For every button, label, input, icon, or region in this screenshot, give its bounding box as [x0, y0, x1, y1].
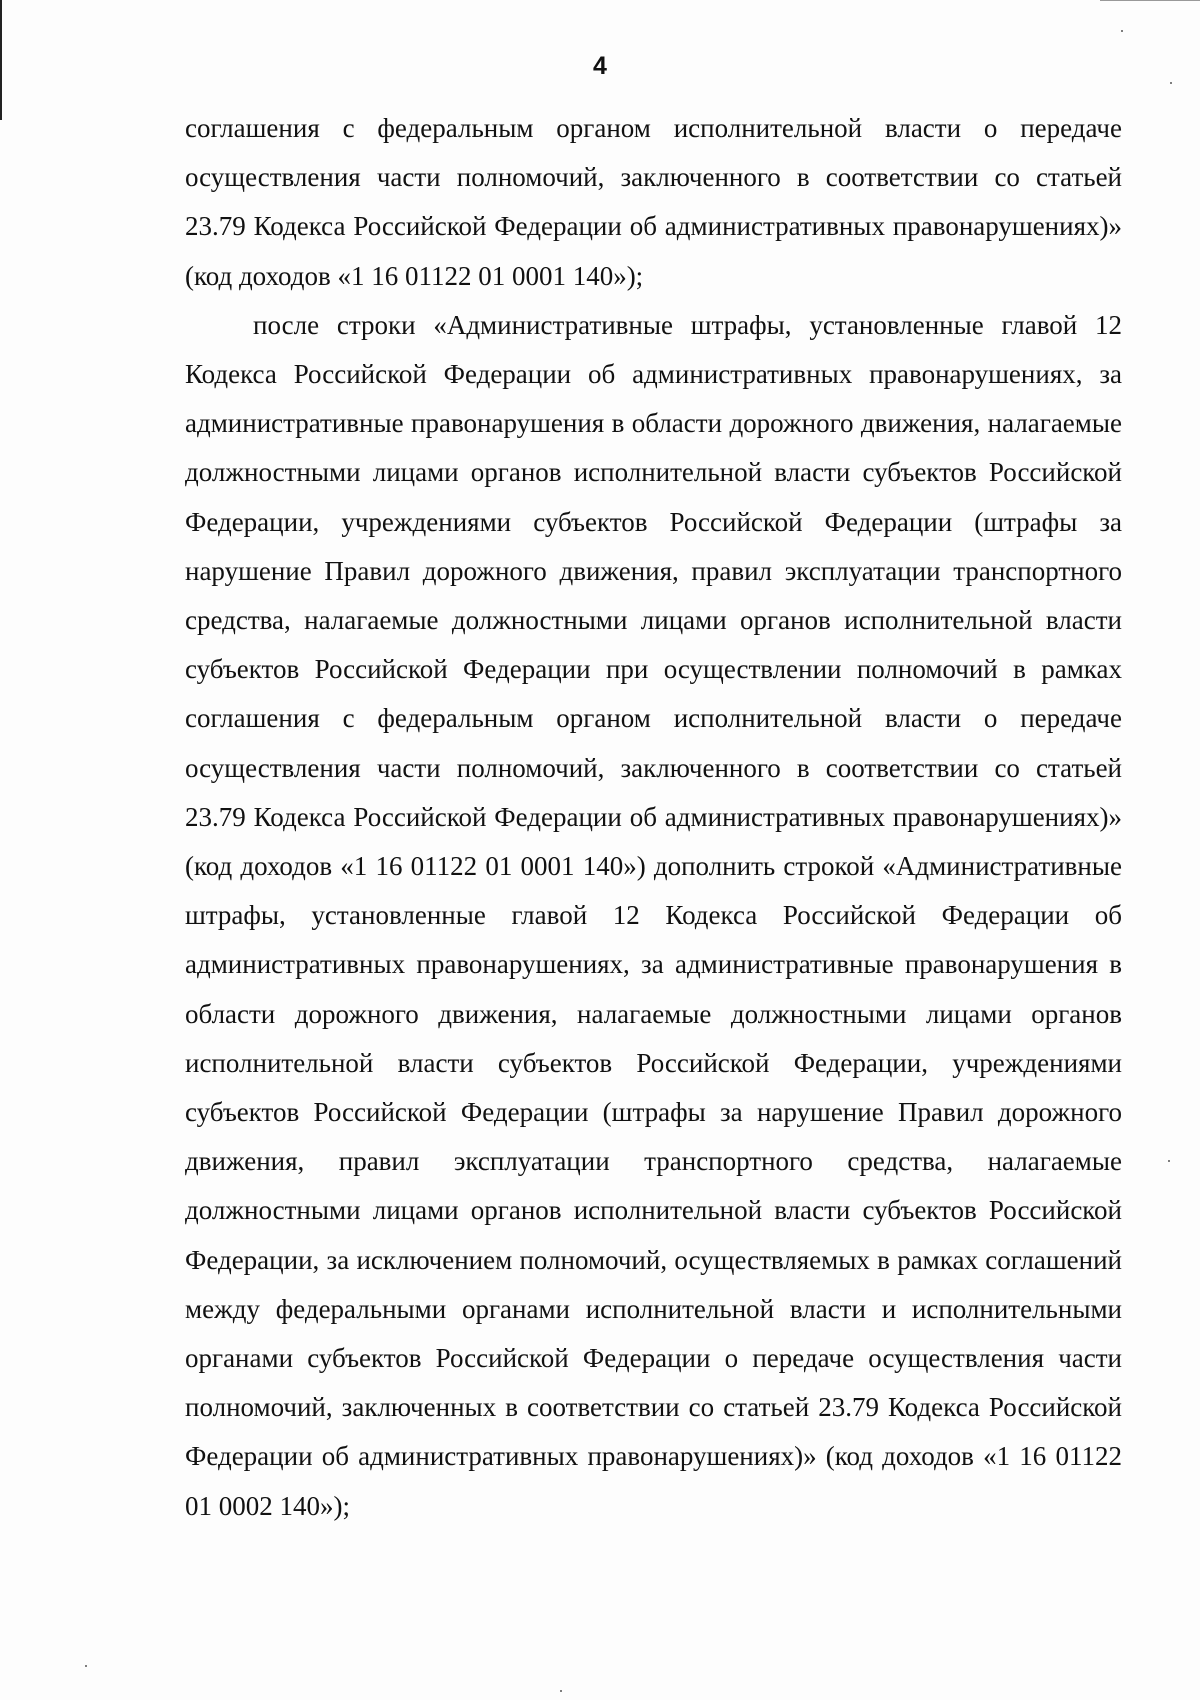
scan-speck — [1121, 30, 1123, 32]
paragraph-amendment: после строки «Административные штрафы, установленные главой 12 Кодекса Российской Федерации об административных правонарушениях, за административные правонарушения в области дорожного движения, налагаемые должностными лицами органов исполнительной власти субъектов Российской Федерации, учреждениями субъектов Российской Федерации (штрафы за нарушение Правил дорожного движения, правил эксплуатации транспортного средства, налагаемые должностными лицами органов исполнительной власти субъектов Российской Федерации при осуществлении полномочий в рамках соглашения с федеральным органом исполнительной власти о передаче осуществления части полномочий, заключенного в соответствии со статьей 23.79 Кодекса Российской Федерации об административных правонарушениях)» (код доходов «1 16 01122 01 0001 140») дополнить строкой «Административные штрафы, установленные главой 12 Кодекса Российской Федерации об административных правонарушениях, за административные правонарушения в области дорожного движения, налагаемые должностными лицами органов исполнительной власти субъектов Российской Федерации, учреждениями субъектов Российской Федерации (штрафы за нарушение Правил дорожного движения, правил эксплуатации транспортного средства, налагаемые должностными лицами органов исполнительной власти субъектов Российской Федерации, за исключением полномочий, осуществляемых в рамках соглашений между федеральными органами исполнительной власти и исполнительными органами субъектов Российской Федерации о передаче осуществления части полномочий, заключенных в соответствии со статьей 23.79 Кодекса Российской Федерации об административных правонарушениях)» (код доходов «1 16 01122 01 0002 140»); — [185, 309, 1122, 1521]
document-body — [185, 104, 1122, 1531]
scan-speck — [560, 1690, 562, 1692]
scan-speck — [85, 1665, 87, 1667]
scan-edge-top — [1100, 0, 1200, 1]
paragraph-continuation: соглашения с федеральным органом исполнительной власти о передаче осуществления части полномочий, заключенного в соответствии со статьей 23.79 Кодекса Российской Федерации об административных правонарушениях)» (код доходов «1 16 01122 01 0001 140»); — [185, 113, 1122, 291]
scan-speck — [1168, 1160, 1170, 1162]
scan-speck — [1170, 82, 1172, 84]
page-number: 4 — [593, 52, 607, 80]
